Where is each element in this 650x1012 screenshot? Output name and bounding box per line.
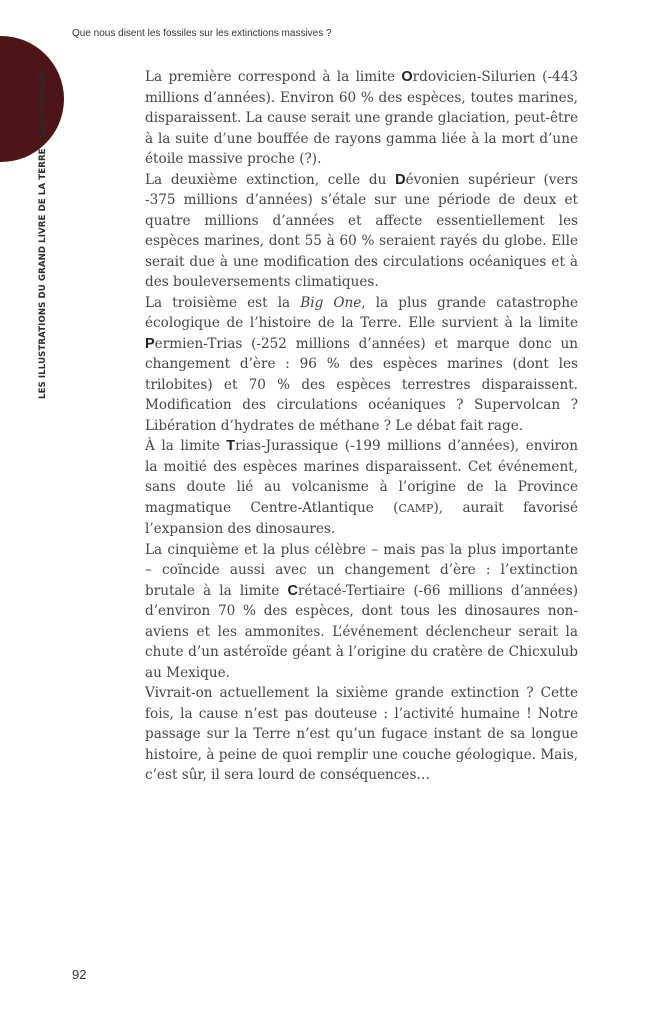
chapter-tab-decoration — [0, 36, 64, 162]
running-header: Que nous disent les fossiles sur les extinctions massives ? — [72, 28, 332, 39]
paragraph-text: rdovicien-Silurien (-443 millions d’années). Environ 60 % des espèces, toutes marines, disparaissent. La cause serait une grande glaciation, peut-être à la suite d’une bouffée de rayons gamma liée à la mort d’une étoile massive proche (?). — [145, 69, 578, 167]
paragraph-text: rétacé-Tertiaire (-66 millions d’années) d’environ 70 % des espèces, dont tous les dinosaures non-aviens et les ammonites. L’événement déclencheur serait la chute d’un astéroïde géant à l’origine du cratère de Chicxulub au Mexique. — [145, 582, 578, 681]
paragraph-triassic — [145, 436, 578, 540]
paragraph-permian — [145, 293, 578, 437]
acronym-small-caps: CAMP — [398, 501, 434, 515]
italic-term: Big One — [300, 294, 362, 311]
paragraph-lead: La première correspond à la limite — [145, 69, 402, 85]
paragraph-lead: La deuxième extinction, celle du — [145, 171, 396, 188]
period-initial: T — [226, 438, 236, 454]
series-title-vertical: LES ILLUSTRATIONS DU GRAND LIVRE DE LA TERRE : LES FOSSILES — [38, 71, 48, 399]
paragraph-devonian — [145, 170, 578, 293]
paragraph-text: rias-Jurassique (-199 millions d’années), environ la moitié des espèces marines disparaissent. Cet événement, sans doute lié au volcanisme à l’origine de la Province magmatique Centre-Atlantique ( — [145, 438, 578, 516]
paragraph-cretaceous — [145, 540, 578, 684]
paragraph-text: évonien supérieur (vers -375 millions d’années) s’étale sur une période de deux et quatre millions d’années et affecte essentiellement les espèces marines, dont 55 à 60 % seraient rayés du globe. Elle serait due à une modification des circulations océaniques et à des bouleversements climatiques. — [145, 171, 578, 290]
paragraph-lead: La cinquième et la plus célèbre – mais pas la plus importante – coïncide aussi avec un changement d’ère : l’extinction brutale à la limite — [145, 541, 578, 599]
paragraph-ordovician — [145, 67, 578, 170]
paragraph-lead: À la limite — [145, 438, 227, 454]
page-number: 92 — [72, 967, 87, 982]
period-initial: P — [145, 335, 155, 352]
paragraph-text: Vivrait-on actuellement la sixième grande extinction ? Cette fois, la cause n’est pas douteuse : l’activité humaine ! Notre passage sur la Terre n’est qu’un fugace instant de sa longue histoire, à peine de quoi remplir une couche géologique. Mais, c’est sûr, il sera lourd de conséquences… — [145, 685, 578, 783]
period-initial: C — [287, 582, 298, 599]
period-initial: O — [401, 69, 413, 85]
period-initial: D — [395, 171, 406, 188]
paragraph-tail: ), aurait favorisé l’expansion des dinosaures. — [145, 499, 578, 537]
paragraph-sixth-extinction — [145, 683, 578, 786]
paragraph-mid: , la plus grande catastrophe écologique de l’histoire de la Terre. Elle survient à la limite — [145, 294, 578, 331]
main-text — [145, 67, 578, 786]
paragraph-lead: La troisième est la — [145, 294, 301, 311]
paragraph-text: ermien-Trias (-252 millions d’années) et marque donc un changement d’ère : 96 % des espèces marines (dont les trilobites) et 70 % des espèces terrestres disparaissent. Modification des circulations océaniques ? Supervolcan ? Libération d’hydrates de méthane ? Le débat fait rage. — [145, 335, 578, 434]
